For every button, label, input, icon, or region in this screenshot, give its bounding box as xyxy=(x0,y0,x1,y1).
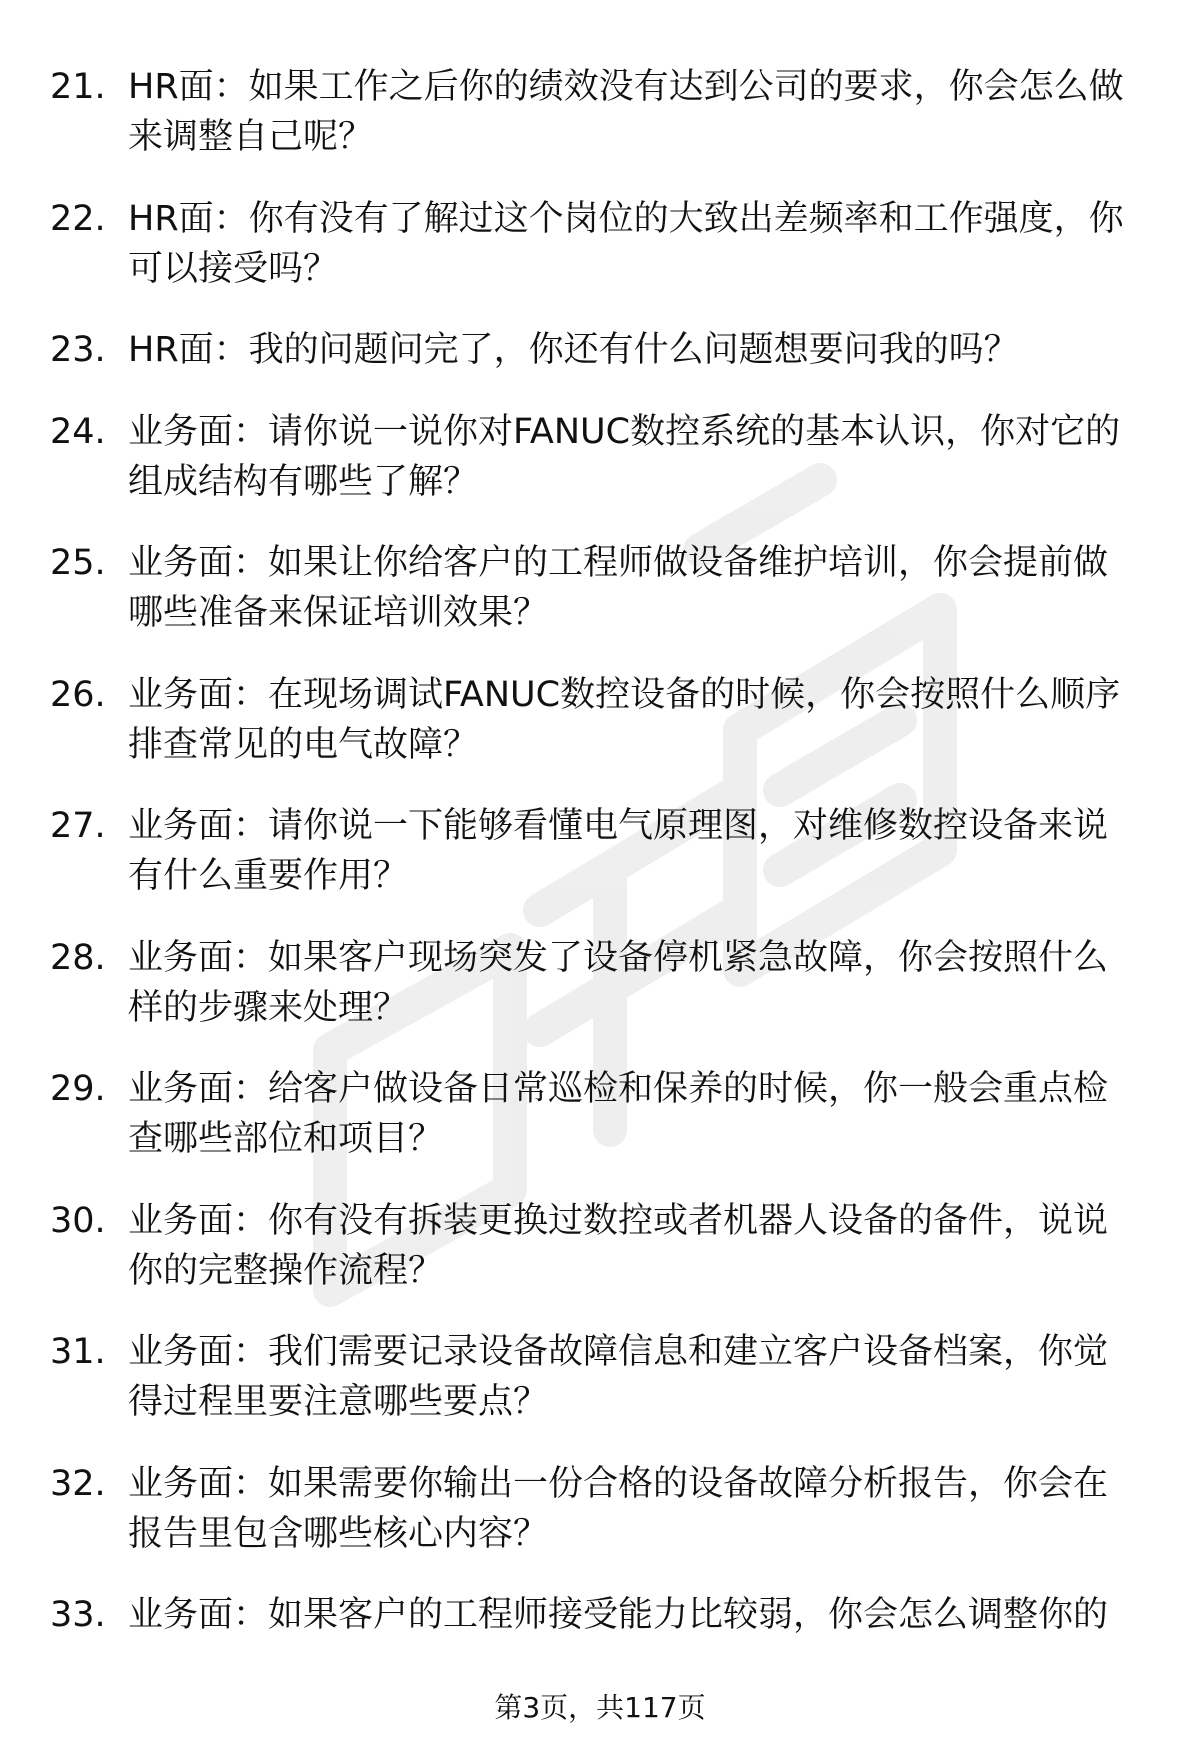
question-line: HR面：你有没有了解过这个岗位的大致出差频率和工作强度，你 xyxy=(128,198,1124,239)
question-line: 业务面：请你说一说你对FANUC数控系统的基本认识，你对它的 xyxy=(128,411,1121,452)
question-item xyxy=(50,670,1160,802)
question-item xyxy=(50,407,1160,539)
question-text xyxy=(128,325,1158,375)
question-line: 样的步骤来处理？ xyxy=(128,987,409,1028)
question-number: 22. xyxy=(50,198,106,239)
question-text xyxy=(128,1459,1158,1559)
question-item xyxy=(50,1327,1160,1459)
question-line: 业务面：如果让你给客户的工程师做设备维护培训，你会提前做 xyxy=(128,543,1109,583)
question-line: HR面：我的问题问完了，你还有什么问题想要问我的吗？ xyxy=(128,330,1019,370)
question-line: 哪些准备来保证培训效果？ xyxy=(128,593,549,633)
question-line: 业务面：如果客户的工程师接受能力比较弱，你会怎么调整你的 xyxy=(128,1595,1109,1635)
question-item xyxy=(50,194,1160,326)
question-number: 33. xyxy=(50,1595,106,1635)
question-text xyxy=(128,1196,1158,1296)
question-line: 报告里包含哪些核心内容？ xyxy=(128,1513,549,1554)
question-item xyxy=(50,801,1160,933)
question-number: 28. xyxy=(50,937,106,978)
question-number: 26. xyxy=(50,674,106,715)
page-footer: 第3页，共117页 xyxy=(494,1691,706,1724)
question-item xyxy=(50,62,1160,194)
question-text xyxy=(128,538,1158,638)
question-number: 32. xyxy=(50,1463,106,1504)
question-text xyxy=(128,670,1158,770)
question-number: 21. xyxy=(50,67,106,107)
question-line: 业务面：如果客户现场突发了设备停机紧急故障，你会按照什么 xyxy=(128,937,1109,978)
question-number: 27. xyxy=(50,806,106,846)
question-number: 29. xyxy=(50,1069,106,1109)
question-line: HR面：如果工作之后你的绩效没有达到公司的要求，你会怎么做 xyxy=(128,67,1124,107)
question-item xyxy=(50,1459,1160,1591)
question-text xyxy=(128,1327,1158,1427)
question-number: 25. xyxy=(50,543,106,583)
question-item xyxy=(50,1064,1160,1196)
question-line: 业务面：如果需要你输出一份合格的设备故障分析报告，你会在 xyxy=(128,1463,1109,1504)
question-item xyxy=(50,1196,1160,1328)
question-line: 得过程里要注意哪些要点？ xyxy=(128,1382,549,1422)
question-item xyxy=(50,325,1160,407)
question-text xyxy=(128,933,1158,1033)
question-number: 24. xyxy=(50,411,106,452)
question-line: 业务面：你有没有拆装更换过数控或者机器人设备的备件，说说 xyxy=(128,1200,1109,1241)
question-number: 30. xyxy=(50,1200,106,1241)
question-line: 查哪些部位和项目？ xyxy=(128,1119,444,1159)
question-line: 业务面：在现场调试FANUC数控设备的时候，你会按照什么顺序 xyxy=(128,674,1121,715)
question-item xyxy=(50,933,1160,1065)
question-text xyxy=(128,801,1158,901)
question-line: 组成结构有哪些了解？ xyxy=(128,461,479,502)
question-line: 可以接受吗？ xyxy=(128,248,339,289)
question-line: 你的完整操作流程？ xyxy=(128,1250,444,1291)
question-number: 23. xyxy=(50,330,106,370)
question-line: 业务面：我们需要记录设备故障信息和建立客户设备档案，你觉 xyxy=(128,1332,1109,1372)
question-line: 来调整自己呢？ xyxy=(128,117,374,157)
question-text xyxy=(128,407,1158,507)
question-number: 31. xyxy=(50,1332,106,1372)
question-item xyxy=(50,1590,1160,1650)
question-line: 业务面：给客户做设备日常巡检和保养的时候，你一般会重点检 xyxy=(128,1069,1109,1109)
question-item xyxy=(50,538,1160,670)
question-line: 排查常见的电气故障？ xyxy=(128,724,479,765)
question-line: 有什么重要作用？ xyxy=(128,856,409,896)
question-text xyxy=(128,62,1158,162)
question-text xyxy=(128,194,1158,294)
question-list xyxy=(50,62,1160,1650)
question-line: 业务面：请你说一下能够看懂电气原理图，对维修数控设备来说 xyxy=(128,806,1109,846)
question-text xyxy=(128,1064,1158,1164)
question-text xyxy=(128,1590,1158,1640)
